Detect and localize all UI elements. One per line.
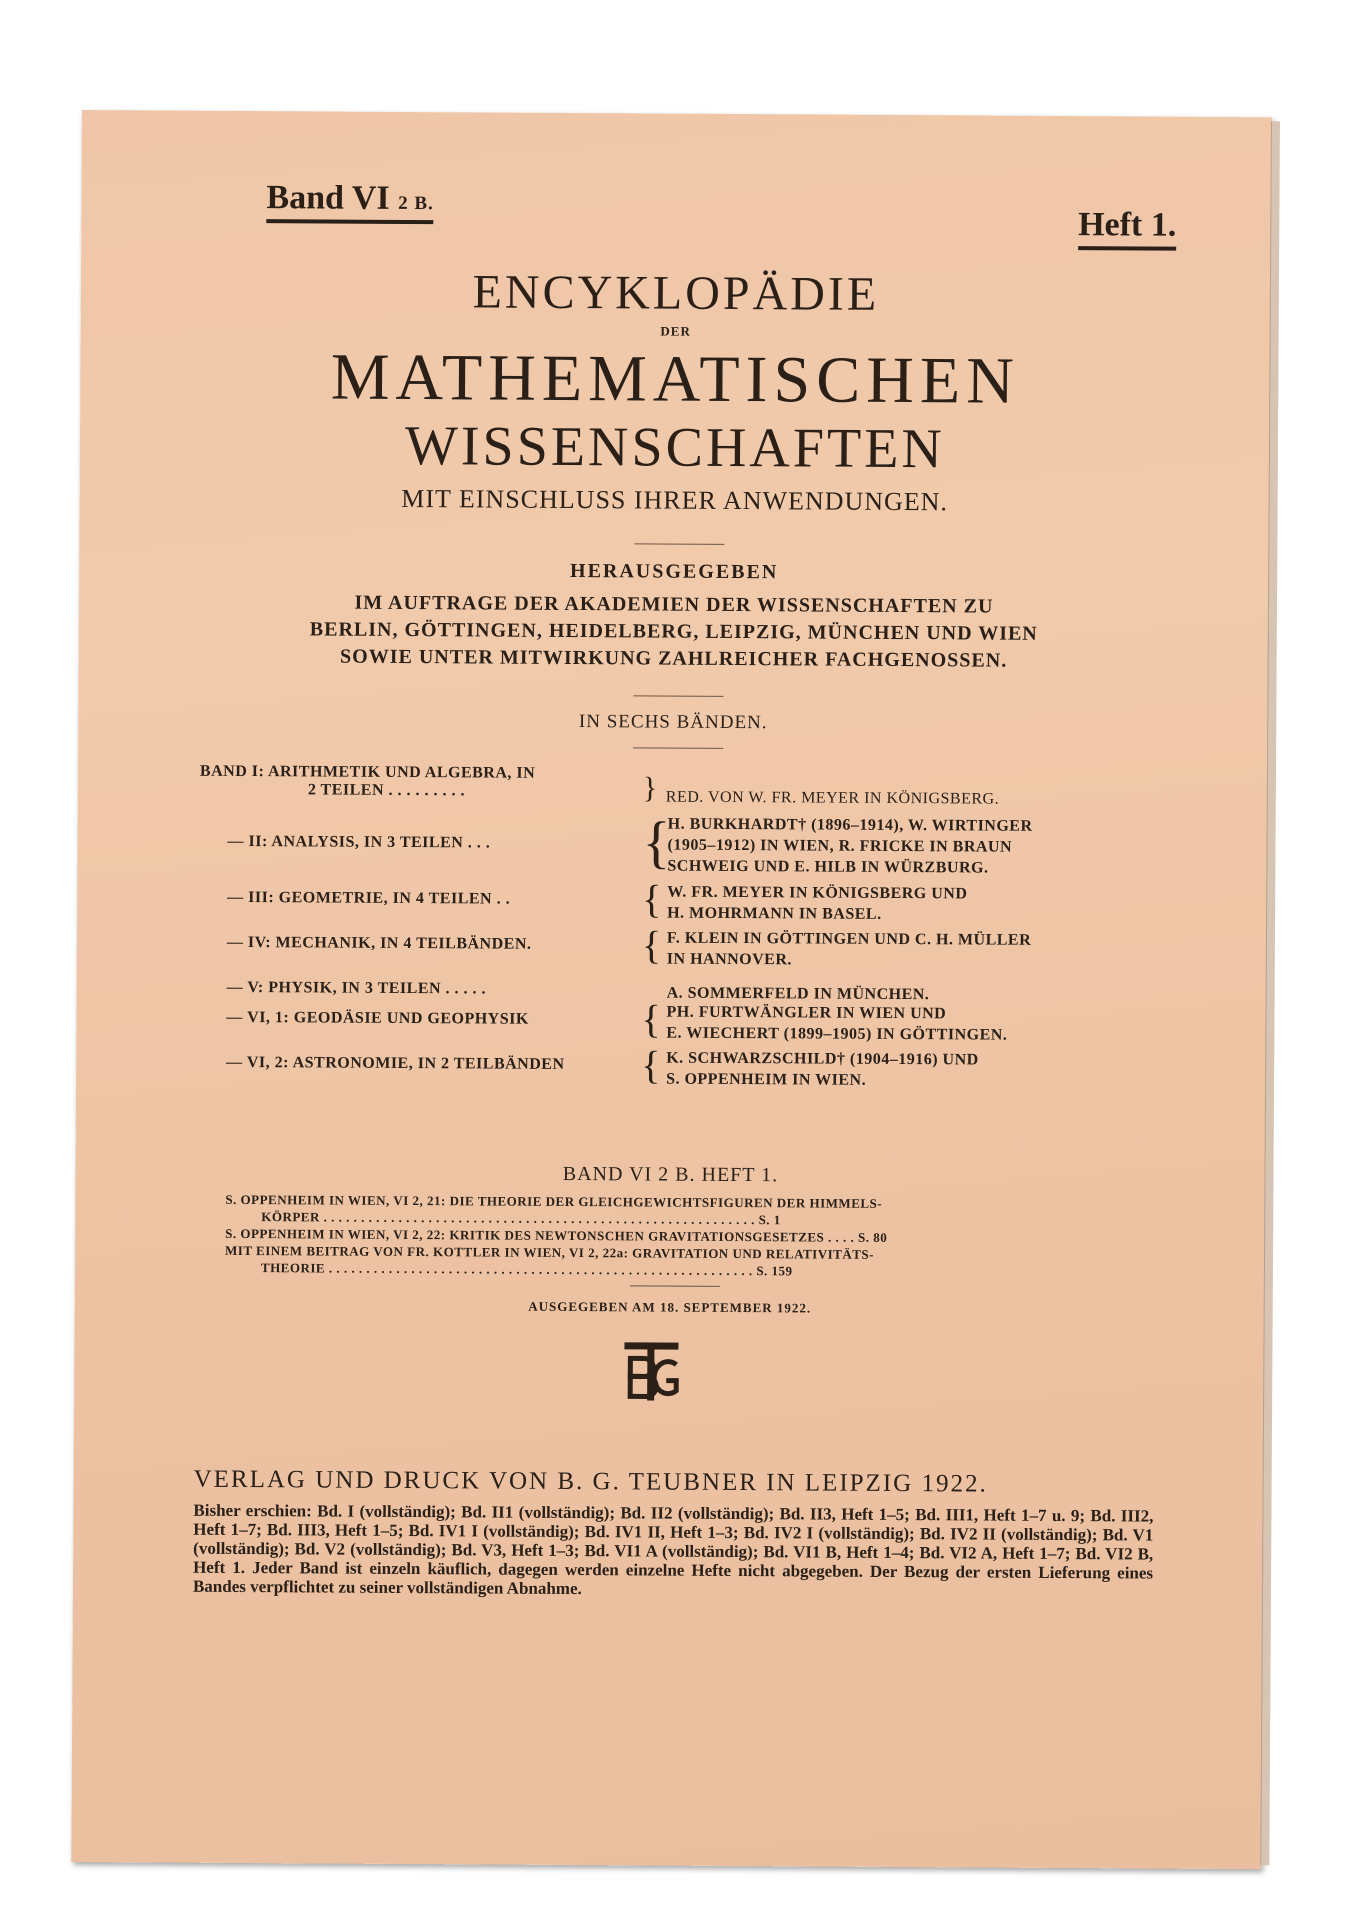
volume-editors: RED. VON W. FR. MEYER IN KÖNIGSBERG. bbox=[665, 788, 1000, 808]
sechs-baende: IN SECHS BÄNDEN. bbox=[578, 711, 768, 734]
volume-editors bbox=[667, 928, 1031, 972]
volume-brace: { bbox=[641, 996, 662, 1042]
volume-title: BAND I: ARITHMETIK UND ALGEBRA, IN bbox=[199, 762, 536, 782]
divider bbox=[633, 747, 723, 749]
contents-line: S. OPPENHEIM IN WIEN, VI 2, 21: DIE THEORIE DER GLEICHGEWICHTSFIGUREN DER HIMMELS- bbox=[225, 1191, 883, 1211]
volume-title: — VI, 2: ASTRONOMIE, IN 2 TEILBÄNDEN bbox=[226, 1053, 565, 1073]
editor-line: W. FR. MEYER IN KÖNIGSBERG UND bbox=[667, 883, 968, 903]
band-number: Band VI bbox=[266, 179, 390, 217]
bisher-erschienen: Bisher erschien: Bd. I (vollständig); Bd. II1 (vollständig); Bd. II2 (vollständig); Bd. II3, Heft 1–5; Bd. III1, Heft 1–7 u. 9; Bd. III2, Heft 1–7; Bd. III3, Heft 1–5; Bd. IV1 I (vollständig); Bd. IV1 II, Heft 1–3; Bd. IV2 I (vollständig); Bd. IV2 II (vollständig); Bd. V1 (vollständig); Bd. V2 (vollständig); Bd. V3, Heft 1–3; Bd. VI1 A (vollständig); Bd. VI1 B, Heft 1–4; Bd. VI2 A, Heft 1–7; Bd. VI2 B, Heft 1. Jeder Band ist einzeln käuflich, dagegen werden einzelne Hefte nicht abgegeben. Der Bezug der ersten Lieferung eines Bandes verpflichtet zu seiner vollständigen Abnahme. bbox=[192, 1500, 1154, 1599]
volume-title: 2 TEILEN . . . . . . . . . bbox=[307, 781, 466, 800]
volume-title: — V: PHYSIK, IN 3 TEILEN . . . . . bbox=[226, 978, 487, 998]
editor-line: K. SCHWARZSCHILD† (1904–1916) UND bbox=[666, 1049, 979, 1069]
volume-brace: { bbox=[642, 876, 663, 922]
teubner-logo bbox=[620, 1338, 682, 1409]
volume-editors bbox=[667, 882, 967, 926]
volume-editors: A. SOMMERFELD IN MÜNCHEN. bbox=[666, 984, 930, 1004]
volume-title: — IV: MECHANIK, IN 4 TEILBÄNDEN. bbox=[226, 933, 532, 953]
herausgegeben: HERAUSGEGEBEN bbox=[569, 559, 779, 584]
auftrag-line: BERLIN, GÖTTINGEN, HEIDELBERG, LEIPZIG, MÜNCHEN UND WIEN bbox=[309, 618, 1038, 645]
title-der: DER bbox=[660, 323, 691, 339]
band-underline bbox=[266, 219, 433, 224]
heft-underline bbox=[1078, 246, 1176, 251]
editor-line: IN HANNOVER. bbox=[666, 950, 792, 969]
auftrag-line: IM AUFTRAGE DER AKADEMIEN DER WISSENSCHAFTEN ZU bbox=[354, 591, 994, 618]
contents-line: MIT EINEM BEITRAG VON FR. KOTTLER IN WIEN, VI 2, 22a: GRAVITATION UND RELATIVITÄTS- bbox=[224, 1242, 875, 1262]
editor-line: E. WIECHERT (1899–1905) IN GÖTTINGEN. bbox=[666, 1024, 1008, 1044]
divider bbox=[633, 695, 723, 697]
band-subpart: 2 B. bbox=[398, 192, 434, 215]
verlag-line: VERLAG UND DRUCK VON B. G. TEUBNER IN LEIPZIG 1922. bbox=[193, 1465, 988, 1498]
cover-page bbox=[71, 110, 1272, 1869]
volume-title: — VI, 1: GEODÄSIE UND GEOPHYSIK bbox=[226, 1008, 529, 1028]
volume-title: — II: ANALYSIS, IN 3 TEILEN . . . bbox=[227, 832, 491, 852]
contents-line: THEORIE . . . . . . . . . . . . . . . . . . . . . . . . . . . . . . . . . . . . . . . . . . . . . . . . . . . . . . . . . S. 159 bbox=[260, 1260, 793, 1279]
heft-number: Heft 1. bbox=[1078, 206, 1177, 244]
title-subtitle: MIT EINSCHLUSS IHRER ANWENDUNGEN. bbox=[401, 483, 949, 517]
volume-editors bbox=[667, 814, 1032, 879]
volume-entry bbox=[200, 763, 535, 801]
editor-line: PH. FURTWÄNGLER IN WIEN UND bbox=[666, 1003, 947, 1023]
volume-brace: } bbox=[642, 771, 658, 805]
teubner-monogram-icon bbox=[620, 1338, 682, 1404]
band-label bbox=[266, 179, 434, 224]
contents-line: S. OPPENHEIM IN WIEN, VI 2, 22: KRITIK DES NEWTONSCHEN GRAVITATIONSGESETZES . . . . S. 80 bbox=[225, 1225, 888, 1245]
heft-label bbox=[1078, 206, 1176, 251]
editor-line: S. OPPENHEIM IN WIEN. bbox=[666, 1070, 867, 1089]
volume-brace: { bbox=[641, 1042, 662, 1088]
auftrag-line: SOWIE UNTER MITWIRKUNG ZAHLREICHER FACHGENOSSEN. bbox=[340, 645, 1008, 672]
editor-line: H. MOHRMANN IN BASEL. bbox=[667, 904, 882, 923]
title-wissenschaften: WISSENSCHAFTEN bbox=[404, 414, 946, 481]
auftrag-block bbox=[79, 588, 1269, 676]
issue-heading: BAND VI 2 B. HEFT 1. bbox=[562, 1162, 779, 1187]
editor-line: H. BURKHARDT† (1896–1914), W. WIRTINGER bbox=[667, 815, 1033, 835]
contents-line: KÖRPER . . . . . . . . . . . . . . . . . . . . . . . . . . . . . . . . . . . . . . . . . . . . . . . . . . . . . . . . . . S. 1 bbox=[261, 1209, 781, 1228]
title-encyklopaedie: ENCYKLOPÄDIE bbox=[472, 265, 880, 321]
volume-editors bbox=[666, 1048, 979, 1092]
issue-contents bbox=[225, 1191, 888, 1280]
title-mathematischen: MATHEMATISCHEN bbox=[330, 340, 1021, 418]
editor-line: SCHWEIG UND E. HILB IN WÜRZBURG. bbox=[667, 857, 989, 877]
issue-date: AUSGEGEBEN AM 18. SEPTEMBER 1922. bbox=[528, 1298, 812, 1316]
divider bbox=[630, 1285, 720, 1287]
divider bbox=[634, 543, 724, 545]
volume-title: — III: GEOMETRIE, IN 4 TEILEN . . bbox=[227, 888, 511, 908]
volume-brace: { bbox=[641, 922, 662, 968]
editor-line: F. KLEIN IN GÖTTINGEN UND C. H. MÜLLER bbox=[666, 929, 1032, 949]
editor-line: (1905–1912) IN WIEN, R. FRICKE IN BRAUN bbox=[667, 836, 1013, 856]
volume-editors bbox=[666, 1002, 1007, 1046]
volume-brace: { bbox=[642, 809, 672, 875]
